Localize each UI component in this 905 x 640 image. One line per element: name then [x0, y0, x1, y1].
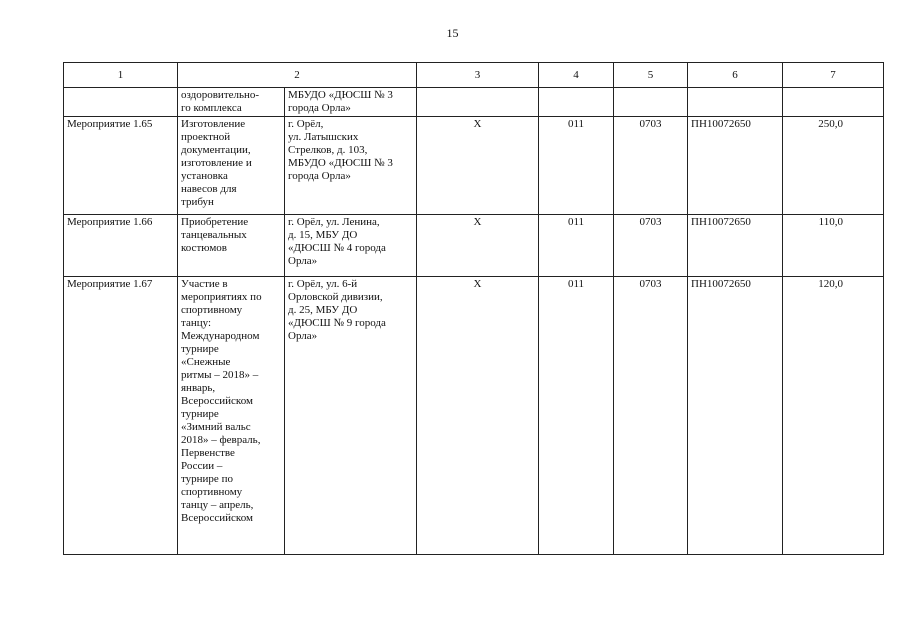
row-name: Мероприятие 1.67 [67, 278, 153, 290]
row-col5-cell [614, 88, 688, 117]
row-col6: ПН10072650 [691, 118, 751, 130]
row-description-cell [178, 277, 285, 555]
row-col6-cell [688, 117, 783, 215]
row-col5-cell [614, 277, 688, 555]
row-col4: 011 [567, 118, 585, 130]
row-col7-cell [783, 88, 884, 117]
row-name-cell [64, 117, 178, 215]
row-address: г. Орёл, ул. Ленина, д. 15, МБУ ДО «ДЮСШ № 4 города Орла» [288, 216, 386, 267]
row-col7-cell [783, 277, 884, 555]
row-name: Мероприятие 1.65 [67, 118, 153, 130]
row-col6-cell [688, 88, 783, 117]
row-address: МБУДО «ДЮСШ № 3 города Орла» [288, 89, 393, 114]
budget-table [63, 62, 884, 555]
page-number: 15 [446, 26, 459, 40]
header-cell-7: 7 [783, 63, 884, 88]
header-cell-5: 5 [614, 63, 688, 88]
row-address-cell [285, 277, 417, 555]
row-col7: 250,0 [818, 118, 843, 130]
row-name-cell [64, 88, 178, 117]
row-description-cell [178, 88, 285, 117]
row-description: Изготовление проектной документации, изготовление и установка навесов для трибун [181, 118, 252, 208]
row-col3-cell [417, 88, 539, 117]
row-col7-cell [783, 215, 884, 277]
table-row [64, 117, 884, 215]
header-cell-1: 1 [64, 63, 178, 88]
row-col4-cell [539, 277, 614, 555]
row-description-cell [178, 117, 285, 215]
row-col3-cell [417, 215, 539, 277]
row-description: Участие в мероприятиях по спортивному танцу: Международном турнире «Снежные ритмы – 2018» – январь, Всероссийском турнире «Зимний вальс 2018» – февраль, Первенстве России – турнире по спортивному танцу – апрель, Всероссийском [181, 278, 262, 524]
header-row [64, 63, 884, 88]
row-col3: Х [473, 118, 482, 130]
row-col4-cell [539, 117, 614, 215]
row-address-cell [285, 117, 417, 215]
row-address: г. Орёл, ул. 6-й Орловской дивизии, д. 25, МБУ ДО «ДЮСШ № 9 города Орла» [288, 278, 386, 342]
row-name-cell [64, 277, 178, 555]
header-cell-2: 2 [178, 63, 417, 88]
row-col3-cell [417, 277, 539, 555]
header-cell-6: 6 [688, 63, 783, 88]
row-col5: 0703 [639, 278, 662, 290]
row-col3-cell [417, 117, 539, 215]
header-cell-4: 4 [539, 63, 614, 88]
row-col4-cell [539, 215, 614, 277]
row-col4: 011 [567, 216, 585, 228]
row-address-cell [285, 88, 417, 117]
row-col7: 110,0 [818, 216, 843, 228]
row-col7-cell [783, 117, 884, 215]
row-col6-cell [688, 215, 783, 277]
row-description: Приобретение танцевальных костюмов [181, 216, 249, 254]
row-col3: Х [473, 216, 482, 228]
row-col4-cell [539, 88, 614, 117]
row-col5-cell [614, 117, 688, 215]
table-row [64, 88, 884, 117]
row-col4: 011 [567, 278, 585, 290]
row-description: оздоровительно- го комплекса [181, 89, 260, 114]
row-col6: ПН10072650 [691, 278, 751, 290]
row-col5: 0703 [639, 216, 662, 228]
table-row [64, 277, 884, 555]
row-col6: ПН10072650 [691, 216, 751, 228]
row-name-cell [64, 215, 178, 277]
row-name: Мероприятие 1.66 [67, 216, 153, 228]
header-cell-3: 3 [417, 63, 539, 88]
row-col3: Х [473, 278, 482, 290]
row-col7: 120,0 [818, 278, 843, 290]
row-address: г. Орёл, ул. Латышских Стрелков, д. 103, МБУДО «ДЮСШ № 3 города Орла» [288, 118, 393, 182]
row-col5: 0703 [639, 118, 662, 130]
row-address-cell [285, 215, 417, 277]
table-row [64, 215, 884, 277]
row-col5-cell [614, 215, 688, 277]
row-description-cell [178, 215, 285, 277]
row-col6-cell [688, 277, 783, 555]
